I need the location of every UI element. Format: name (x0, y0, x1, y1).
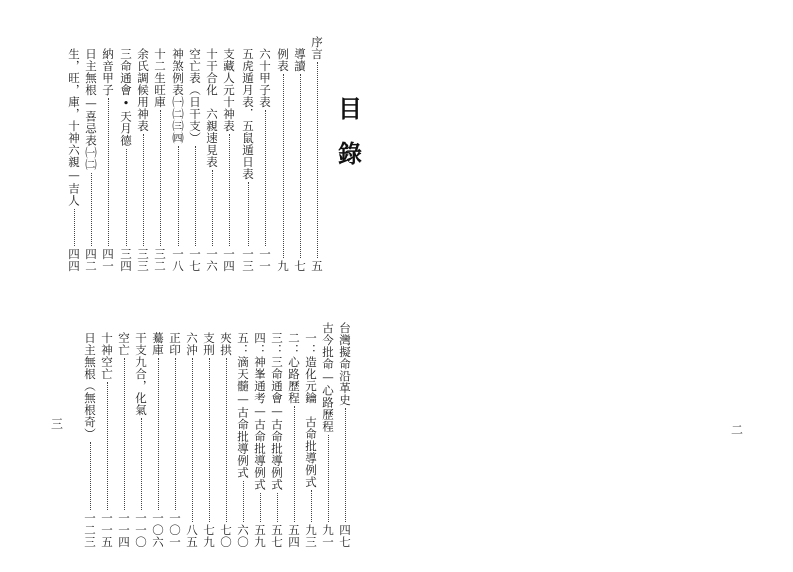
toc-entry-title: 空亡 (117, 332, 131, 356)
toc-entry-title: 日主無根—喜忌表㈠㈡ (84, 48, 98, 171)
dot-leader (123, 358, 125, 510)
toc-entry[interactable] (134, 332, 148, 548)
dot-leader (89, 442, 91, 510)
toc-entry-title: 余氏調候用神表 (136, 48, 150, 132)
dot-leader (73, 209, 75, 247)
toc-entry[interactable] (188, 48, 202, 272)
toc-entry[interactable] (84, 48, 98, 272)
toc-entry-page: 三三 (136, 248, 150, 272)
toc-entry-page: 五四 (287, 524, 301, 548)
toc-entry-title: 六沖 (185, 332, 199, 356)
toc-entry-title: 十二生旺庫 (153, 48, 167, 108)
dot-leader (316, 62, 318, 258)
dot-leader (140, 418, 142, 510)
toc-entry-page: 一六 (205, 248, 219, 272)
dot-leader (282, 74, 284, 258)
toc-entry-title: 干支九合，化氣 (134, 332, 148, 416)
toc-entry-title: 支藏人元十神表 (222, 48, 236, 132)
toc-entry[interactable] (236, 332, 250, 548)
toc-entry-title: 十干合化 六親速見表 (205, 48, 219, 168)
toc-entry-title: 十神空亡 (100, 332, 114, 380)
toc-entry[interactable] (258, 48, 272, 272)
toc-entry-title: 驀庫 (151, 332, 165, 356)
toc-entry[interactable] (168, 332, 182, 548)
toc-entry[interactable] (117, 332, 131, 548)
toc-entry[interactable] (119, 48, 133, 272)
toc-entry-page: 五 (310, 260, 324, 272)
toc-entry[interactable] (219, 332, 233, 548)
toc-entry[interactable] (293, 48, 307, 272)
toc-entry-title: 四：神峯通考—古命批導例式 (253, 332, 267, 491)
toc-entry-title: 正印 (168, 332, 182, 356)
toc-entry[interactable] (171, 48, 185, 272)
dot-leader (242, 481, 244, 523)
dot-leader (106, 382, 108, 510)
toc-entry-title: 日主無根（無根奇） (83, 332, 97, 440)
toc-entry-page: 六〇 (236, 524, 250, 548)
toc-entry-title: 台灣擬命沿革史 (338, 322, 352, 406)
toc-entry-title: 空亡表（日干支） (188, 48, 202, 144)
dot-leader (208, 358, 210, 522)
dot-leader (191, 358, 193, 522)
dot-leader (142, 134, 144, 246)
toc-entry-title: 序言 (310, 36, 324, 60)
toc-entry-page: 五七 (270, 524, 284, 548)
toc-entry-page: 七〇 (219, 524, 233, 548)
toc-entry-title: 三：三命通會—古命批導例式 (270, 332, 284, 491)
toc-entry[interactable] (253, 332, 267, 548)
toc-entry-title: 三命通會•天月德 (119, 48, 133, 147)
dot-leader (344, 408, 346, 522)
toc-entry[interactable] (83, 332, 97, 548)
dot-leader (299, 74, 301, 258)
dot-leader (211, 170, 213, 246)
toc-entry[interactable] (136, 48, 150, 272)
dot-leader (310, 490, 312, 522)
dot-leader (327, 435, 329, 523)
toc-entry-title: 例表 (276, 48, 290, 72)
dot-leader (194, 146, 196, 246)
toc-entry[interactable] (153, 48, 167, 272)
toc-entry-page: 四一 (101, 248, 115, 272)
toc-entry-page: 四四 (67, 248, 81, 272)
toc-entry[interactable] (310, 36, 324, 272)
toc-entry-title: 五虎遁月表．五鼠遁日表 (241, 48, 255, 180)
toc-entry-page: 九一 (321, 524, 335, 548)
toc-entry-page: 一〇六 (151, 512, 165, 548)
dot-leader (107, 98, 109, 246)
toc-entry-page: 四二 (84, 248, 98, 272)
toc-entry-title: 支刑 (202, 332, 216, 356)
toc-entry-page: 一二三 (83, 512, 97, 548)
dot-leader (174, 358, 176, 510)
contents-heading-char: 錄 (338, 140, 362, 168)
toc-entry[interactable] (222, 48, 236, 272)
dot-leader (264, 110, 266, 246)
toc-entry-page: 一四 (222, 248, 236, 272)
toc-entry[interactable] (287, 332, 301, 548)
toc-entry[interactable] (270, 332, 284, 548)
toc-entry-title: 夾拱 (219, 332, 233, 356)
toc-entry-page: 八五 (185, 524, 199, 548)
toc-entry[interactable] (100, 332, 114, 548)
toc-entry[interactable] (321, 322, 335, 548)
dot-leader (90, 173, 92, 247)
dot-leader (247, 182, 249, 246)
toc-entry-page: 一一五 (100, 512, 114, 548)
dot-leader (125, 149, 127, 247)
toc-entry-page: 三二 (153, 248, 167, 272)
contents-heading-char: 目 (338, 95, 362, 123)
toc-entry-title: 五：滴天髓—古命批導例式 (236, 332, 250, 479)
toc-entry-page: 一一 (258, 248, 272, 272)
toc-entry-page: 一三 (241, 248, 255, 272)
dot-leader (157, 358, 159, 510)
toc-entry-title: 古今批命—心路歷程 (321, 322, 335, 433)
toc-entry-page: 一八 (171, 248, 185, 272)
toc-entry[interactable] (276, 48, 290, 272)
toc-entry[interactable] (202, 332, 216, 548)
toc-entry-page: 五九 (253, 524, 267, 548)
dot-leader (177, 146, 179, 246)
toc-entry[interactable] (241, 48, 255, 272)
dot-leader (159, 110, 161, 246)
toc-entry-title: 一：造化元鑰 古命批導例式 (304, 332, 318, 488)
toc-entry-page: 九 (276, 260, 290, 272)
toc-entry-title: 生，旺，庫，十神六親—吉人 (67, 48, 81, 207)
toc-entry-page: 一一〇 (134, 512, 148, 548)
toc-entry-title: 納音甲子 (101, 48, 115, 96)
toc-entry-title: 導讀 (293, 48, 307, 72)
toc-entry[interactable] (338, 322, 352, 548)
toc-entry-page: 四七 (338, 524, 352, 548)
toc-entry-page: 七九 (202, 524, 216, 548)
toc-entry[interactable] (304, 332, 318, 548)
toc-entry-page: 一〇一 (168, 512, 182, 548)
toc-entry-page: 一一四 (117, 512, 131, 548)
toc-entry[interactable] (151, 332, 165, 548)
toc-entry-title: 六十甲子表 (258, 48, 272, 108)
toc-entry-page: 一七 (188, 248, 202, 272)
right-page-number: 二 (731, 423, 744, 437)
dot-leader (293, 406, 295, 522)
dot-leader (225, 358, 227, 522)
dot-leader (276, 493, 278, 523)
dot-leader (228, 134, 230, 246)
toc-entry-page: 三四 (119, 248, 133, 272)
toc-entry[interactable] (185, 332, 199, 548)
toc-entry[interactable] (101, 48, 115, 272)
toc-entry-title: 二：心路歷程 (287, 332, 301, 404)
toc-entry-page: 九三 (304, 524, 318, 548)
left-page-number: 三 (51, 417, 64, 431)
toc-entry-page: 七 (293, 260, 307, 272)
toc-entry[interactable] (205, 48, 219, 272)
toc-entry-title: 神煞例表㈠㈡㈢㈣ (171, 48, 185, 144)
toc-entry[interactable] (67, 48, 81, 272)
dot-leader (259, 493, 261, 523)
